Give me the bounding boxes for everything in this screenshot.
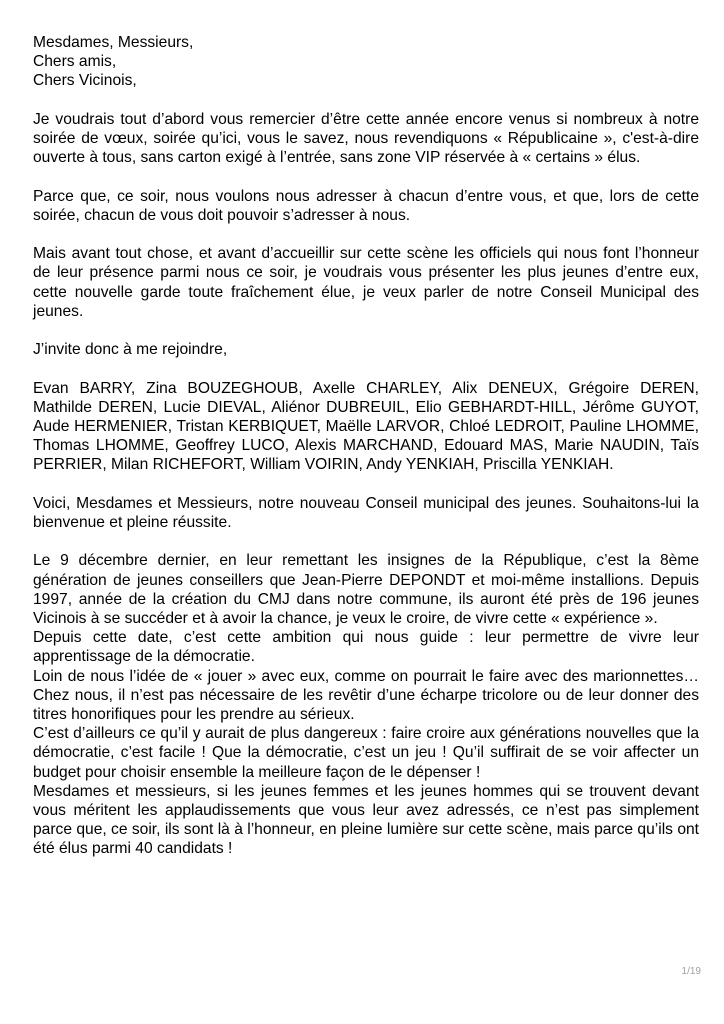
salutation-block: [33, 33, 699, 91]
paragraph-invitation: J’invite donc à me rejoindre,: [33, 341, 228, 359]
page-number: 1/19: [681, 966, 701, 977]
paragraph-applause: Mesdames et messieurs, si les jeunes femmes et les jeunes hommes qui se trouvent devant vous méritent les applaudissements que vous leur avez adressés, ce n’est pas simplement parce que, ce soir, ils sont là à l’honneur, en pleine lumière sur cette scène, mais parce qu’ils ont été élus parmi 40 candidats !: [33, 782, 699, 858]
paragraph-introduction: Mais avant tout chose, et avant d’accueillir sur cette scène les officiels qui nous font l’honneur de leur présence parmi nous ce soir, je voudrais vous présenter les plus jeunes d’entre eux, cette nouvelle garde toute fraîchement élue, je veux parler de notre Conseil Municipal des jeunes.: [33, 245, 699, 320]
paragraph-seriousness: Loin de nous l’idée de « jouer » avec eux, comme on pourrait le faire avec des marionnettes… Chez nous, il n’est pas nécessaire de les revêtir d’une écharpe tricolore ou de leur donner des titres honorifiques pour les prendre au sérieux.: [33, 667, 699, 723]
paragraph-ambition: Depuis cette date, c’est cette ambition qui nous guide : leur permettre de vivre leur apprentissage de la démocratie.: [33, 629, 699, 666]
document-page: [33, 33, 699, 859]
salutation-line: Mesdames, Messieurs,: [33, 34, 194, 51]
paragraph-welcome: Voici, Mesdames et Messieurs, notre nouveau Conseil municipal des jeunes. Souhaitons-lui la bienvenue et pleine réussite.: [33, 494, 699, 531]
paragraph-danger: C’est d’ailleurs ce qu’il y aurait de plus dangereux : faire croire aux générations nouvelles que la démocratie, c’est facile ! Que la démocratie, c’est un jeu ! Qu’il suffirait de se voir affecter un budget pour choisir ensemble la meilleure façon de le dépenser !: [33, 725, 699, 781]
salutation-line: Chers Vicinois,: [33, 72, 137, 90]
paragraph-member-names: Evan BARRY, Zina BOUZEGHOUB, Axelle CHARLEY, Alix DENEUX, Grégoire DEREN, Mathilde DEREN, Lucie DIEVAL, Aliénor DUBREUIL, Elio GEBHARDT-HILL, Jérôme GUYOT, Aude HERMENIER, Tristan KERBIQUET, Maëlle LARVOR, Chloé LEDROIT, Pauline LHOMME, Thomas LHOMME, Geoffrey LUCO, Alexis MARCHAND, Edouard MAS, Marie NAUDIN, Taïs PERRIER, Milan RICHEFORT, William VOIRIN, Andy YENKIAH, Priscilla YENKIAH.: [33, 379, 699, 474]
paragraph-address: Parce que, ce soir, nous voulons nous adresser à chacun d’entre vous, et que, lors de cette soirée, chacun de vous doit pouvoir s’adresser à nous.: [33, 187, 699, 224]
salutation-line: Chers amis,: [33, 53, 117, 71]
paragraph-history: Le 9 décembre dernier, en leur remettant les insignes de la République, c’est la 8ème génération de jeunes conseillers que Jean-Pierre DEPONDT et moi-même installions. Depuis 1997, année de la création du CMJ dans notre commune, ils auront été près de 196 jeunes Vicinois à se succéder et à avoir la chance, je veux le croire, de vivre cette « expérience ».: [33, 552, 699, 627]
paragraph-thanks: Je voudrais tout d’abord vous remercier d’être cette année encore venus si nombreux à notre soirée de vœux, soirée qu’ici, vous le savez, nous revendiquons « Républicaine », c'est-à-dire ouverte à tous, sans carton exigé à l’entrée, sans zone VIP réservée à « certains » élus.: [33, 110, 699, 167]
